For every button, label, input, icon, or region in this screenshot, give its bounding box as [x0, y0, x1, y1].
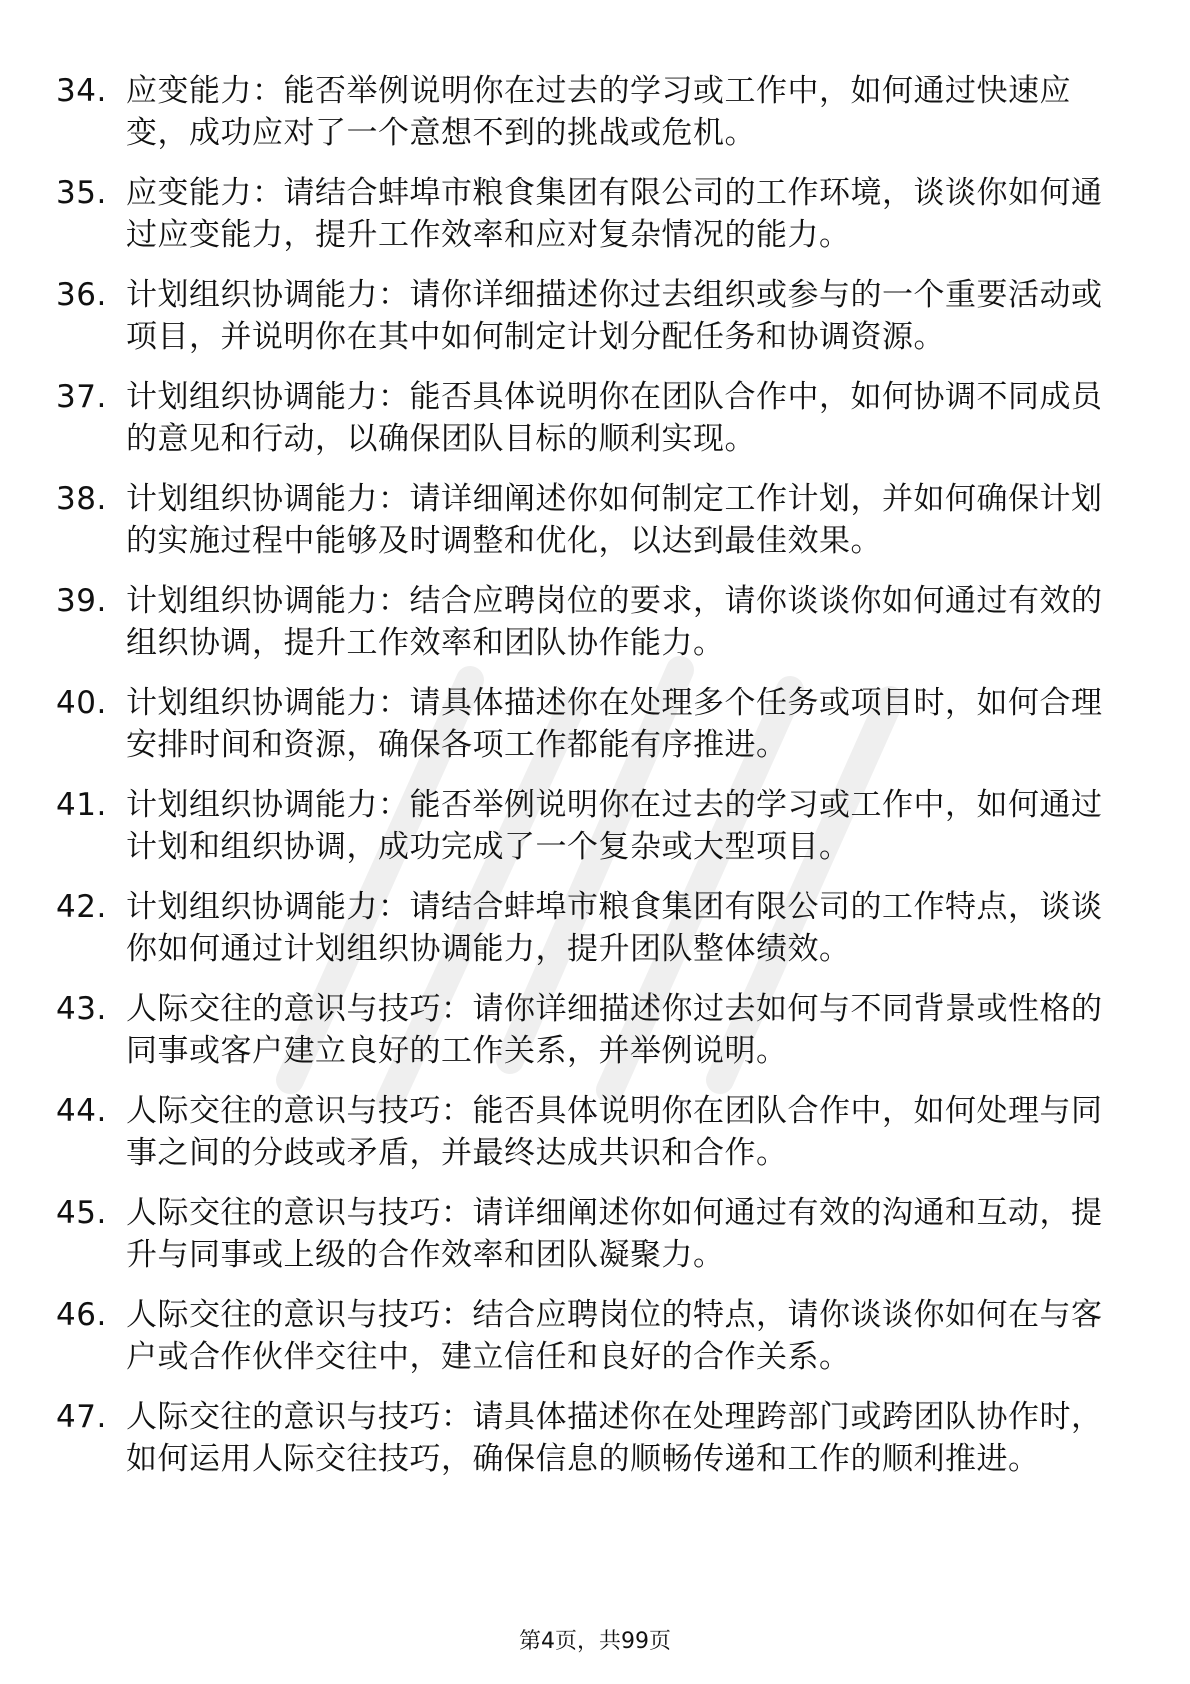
list-item: [56, 172, 1126, 256]
question-text: 计划组织协调能力：请详细阐述你如何制定工作计划，并如何确保计划的实施过程中能够及时调整和优化，以达到最佳效果。: [126, 481, 1103, 559]
question-text: 应变能力：能否举例说明你在过去的学习或工作中，如何通过快速应变，成功应对了一个意想不到的挑战或危机。: [126, 73, 1071, 151]
question-number: 34.: [56, 73, 107, 109]
question-text: 计划组织协调能力：请具体描述你在处理多个任务或项目时，如何合理安排时间和资源，确保各项工作都能有序推进。: [126, 685, 1103, 763]
question-number: 47.: [56, 1399, 107, 1435]
list-item: [56, 682, 1126, 766]
list-item: [56, 1192, 1126, 1276]
question-text: 人际交往的意识与技巧：请你详细描述你过去如何与不同背景或性格的同事或客户建立良好的工作关系，并举例说明。: [126, 991, 1103, 1069]
question-text: 计划组织协调能力：请你详细描述你过去组织或参与的一个重要活动或项目，并说明你在其中如何制定计划分配任务和协调资源。: [126, 277, 1103, 355]
question-number: 37.: [56, 379, 107, 415]
question-number: 38.: [56, 481, 107, 517]
question-text: 人际交往的意识与技巧：请具体描述你在处理跨部门或跨团队协作时，如何运用人际交往技巧，确保信息的顺畅传递和工作的顺利推进。: [126, 1399, 1103, 1477]
question-list: [56, 70, 1126, 1498]
question-text: 计划组织协调能力：能否举例说明你在过去的学习或工作中，如何通过计划和组织协调，成功完成了一个复杂或大型项目。: [126, 787, 1103, 865]
question-text: 计划组织协调能力：请结合蚌埠市粮食集团有限公司的工作特点，谈谈你如何通过计划组织协调能力，提升团队整体绩效。: [126, 889, 1103, 967]
list-item: [56, 376, 1126, 460]
question-number: 40.: [56, 685, 107, 721]
question-text: 应变能力：请结合蚌埠市粮食集团有限公司的工作环境，谈谈你如何通过应变能力，提升工作效率和应对复杂情况的能力。: [126, 175, 1103, 253]
list-item: [56, 1294, 1126, 1378]
page-number-label: 第4页，共99页: [519, 1629, 671, 1654]
question-number: 41.: [56, 787, 107, 823]
list-item: [56, 274, 1126, 358]
question-number: 39.: [56, 583, 107, 619]
list-item: [56, 784, 1126, 868]
question-number: 42.: [56, 889, 107, 925]
question-number: 46.: [56, 1297, 107, 1333]
question-number: 36.: [56, 277, 107, 313]
question-text: 计划组织协调能力：结合应聘岗位的要求，请你谈谈你如何通过有效的组织协调，提升工作效率和团队协作能力。: [126, 583, 1103, 661]
list-item: [56, 988, 1126, 1072]
list-item: [56, 580, 1126, 664]
question-number: 43.: [56, 991, 107, 1027]
question-number: 44.: [56, 1093, 107, 1129]
list-item: [56, 70, 1126, 154]
page-footer: [0, 1628, 1190, 1656]
question-number: 45.: [56, 1195, 107, 1231]
list-item: [56, 1090, 1126, 1174]
question-number: 35.: [56, 175, 107, 211]
question-text: 人际交往的意识与技巧：能否具体说明你在团队合作中，如何处理与同事之间的分歧或矛盾，并最终达成共识和合作。: [126, 1093, 1103, 1171]
question-text: 人际交往的意识与技巧：结合应聘岗位的特点，请你谈谈你如何在与客户或合作伙伴交往中，建立信任和良好的合作关系。: [126, 1297, 1103, 1375]
list-item: [56, 1396, 1126, 1480]
question-text: 计划组织协调能力：能否具体说明你在团队合作中，如何协调不同成员的意见和行动，以确保团队目标的顺利实现。: [126, 379, 1103, 457]
list-item: [56, 478, 1126, 562]
list-item: [56, 886, 1126, 970]
question-text: 人际交往的意识与技巧：请详细阐述你如何通过有效的沟通和互动，提升与同事或上级的合作效率和团队凝聚力。: [126, 1195, 1103, 1273]
